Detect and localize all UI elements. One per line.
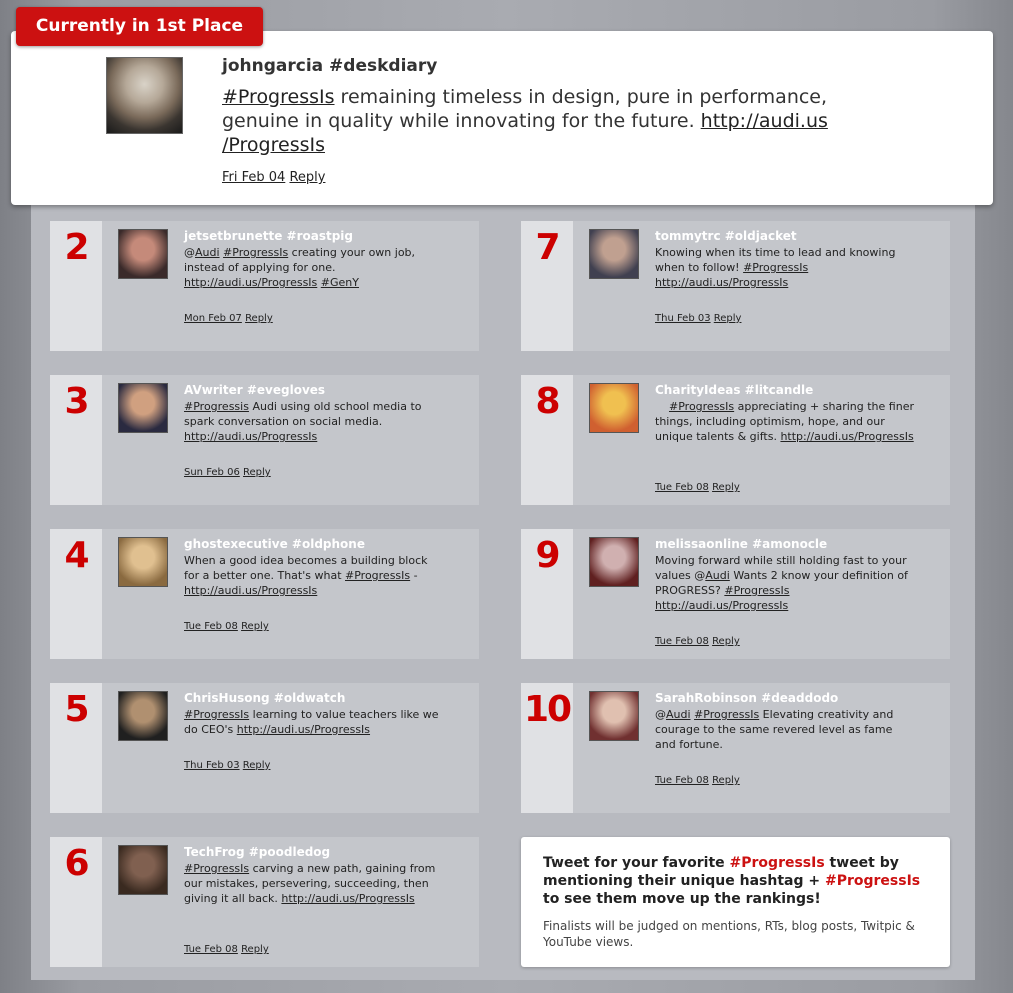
- rank-number: 9: [521, 529, 573, 659]
- tweet-text: [184, 245, 444, 290]
- tweet-link[interactable]: #ProgressIs: [223, 246, 289, 259]
- tweet-link[interactable]: #ProgressIs: [345, 569, 411, 582]
- tweet-link[interactable]: http://audi.us/ProgressIs: [184, 584, 318, 597]
- cta-text-c: to see them move up the rankings!: [543, 891, 821, 907]
- tweet-link[interactable]: http://audi.us/ProgressIs: [655, 276, 789, 289]
- tweet-text-fragment: creating your own job, instead of applying for one.: [184, 246, 416, 274]
- reply-link[interactable]: Reply: [245, 313, 273, 324]
- tweet-text: [655, 553, 915, 613]
- tweet-link[interactable]: #Progressis: [184, 400, 249, 413]
- tweet-meta: [184, 467, 271, 478]
- tweet-date-link[interactable]: Thu Feb 03: [184, 760, 240, 771]
- user-name[interactable]: CharityIdeas #litcandle: [655, 383, 814, 397]
- tweet-text-fragment: Knowing when its time to lead and knowing when to follow!: [655, 246, 896, 274]
- user-avatar[interactable]: [118, 383, 168, 433]
- featured-user-name[interactable]: johngarcia #deskdiary: [222, 56, 438, 76]
- featured-tweet-text: [222, 85, 862, 157]
- tweet-text-fragment: [655, 400, 669, 413]
- cta-hashtag-2: #ProgressIs: [824, 873, 921, 889]
- tweet-date-link[interactable]: Tue Feb 08: [184, 621, 238, 632]
- user-avatar[interactable]: [118, 691, 168, 741]
- rank-number: 6: [50, 837, 102, 967]
- cta-text-b: tweet by mentioning their unique hashtag +: [543, 855, 899, 889]
- tweet-meta: [655, 636, 740, 647]
- first-place-badge: Currently in 1st Place: [16, 7, 263, 46]
- user-name[interactable]: ghostexecutive #oldphone: [184, 537, 365, 551]
- rank-number: 2: [50, 221, 102, 351]
- user-name[interactable]: jetsetbrunette #roastpig: [184, 229, 354, 243]
- featured-url-line1: http://audi.us: [700, 110, 828, 132]
- tweet-meta: [655, 313, 741, 324]
- reply-link[interactable]: Reply: [243, 467, 271, 478]
- tweet-text-fragment: @: [655, 708, 666, 721]
- tweet-text-fragment: @: [184, 246, 195, 259]
- tweet-link[interactable]: #ProgressIs: [184, 708, 250, 721]
- rank-number: 8: [521, 375, 573, 505]
- tweet-text: [184, 707, 444, 737]
- user-name[interactable]: AVwriter #evegloves: [184, 383, 326, 397]
- tweet-text-fragment: carving a new path, gaining from our mistakes, persevering, succeeding, then giving it all back.: [184, 862, 436, 905]
- user-avatar[interactable]: [118, 537, 168, 587]
- user-name[interactable]: SarahRobinson #deaddodo: [655, 691, 839, 705]
- tweet-date-link[interactable]: Mon Feb 07: [184, 313, 242, 324]
- tweet-text: [184, 399, 444, 444]
- reply-link[interactable]: Reply: [712, 636, 740, 647]
- user-avatar[interactable]: [118, 229, 168, 279]
- ranking-card: [50, 529, 479, 659]
- tweet-text-fragment: Moving forward while still holding fast to your values @: [655, 554, 907, 582]
- tweet-text: [184, 861, 444, 906]
- tweet-date-link[interactable]: Sun Feb 06: [184, 467, 240, 478]
- tweet-link[interactable]: http://audi.us/ProgressIs: [780, 430, 914, 443]
- tweet-meta: [184, 313, 273, 324]
- ranking-card: [521, 529, 950, 659]
- tweet-link[interactable]: http://audi.us/ProgressIs: [236, 723, 371, 736]
- tweet-text-fragment: Elevating creativity and courage to the same revered level as fame and fortune.: [655, 708, 894, 751]
- featured-date-link[interactable]: Fri Feb 04: [222, 170, 286, 185]
- tweet-date-link[interactable]: Tue Feb 08: [655, 775, 709, 786]
- rank-number: 3: [50, 375, 102, 505]
- rank-number: 5: [50, 683, 102, 813]
- reply-link[interactable]: Reply: [241, 621, 269, 632]
- tweet-text: [655, 707, 915, 752]
- tweet-link[interactable]: http://audi.us/ProgressIs: [184, 276, 318, 289]
- user-avatar[interactable]: [589, 691, 639, 741]
- ranking-card: [521, 375, 950, 505]
- ranking-card: [521, 683, 950, 813]
- cta-note: Finalists will be judged on mentions, RTs, blog posts, Twitpic & YouTube views.: [543, 919, 915, 949]
- ranking-card: [50, 221, 479, 351]
- cta-box: [521, 837, 950, 967]
- featured-tweet-body: remaining timeless in design, pure in performance, genuine in quality while innovating for the future.: [222, 86, 828, 132]
- tweet-text-fragment: appreciating + sharing the finer things, including optimism, hope, and our unique talents & gifts.: [655, 400, 914, 443]
- tweet-link[interactable]: #GenY: [320, 276, 359, 289]
- reply-link[interactable]: Reply: [712, 775, 740, 786]
- tweet-link[interactable]: #ProgressIs: [694, 708, 760, 721]
- featured-meta: [222, 170, 325, 185]
- tweet-meta: [184, 621, 269, 632]
- user-name[interactable]: melissaonline #amonocle: [655, 537, 828, 551]
- ranking-card: [50, 375, 479, 505]
- tweet-text-fragment: Audi using old school media to spark conversation on social media.: [184, 400, 422, 428]
- featured-reply-link[interactable]: Reply: [289, 170, 326, 185]
- tweet-text: [655, 399, 915, 444]
- tweet-date-link[interactable]: Tue Feb 08: [184, 944, 238, 955]
- tweet-text: [184, 553, 444, 598]
- reply-link[interactable]: Reply: [713, 313, 742, 324]
- ranking-card: [50, 683, 479, 813]
- tweet-text-fragment: learning to value teachers like we do CEO's: [184, 708, 439, 736]
- tweet-text-fragment: Wants 2 know your definition of PROGRESS?: [655, 569, 908, 597]
- tweet-link[interactable]: Audi: [195, 246, 220, 259]
- tweet-link[interactable]: http://audi.us/ProgressIs: [184, 430, 318, 443]
- tweet-date-link[interactable]: Tue Feb 08: [655, 482, 709, 493]
- ranking-card: [521, 221, 950, 351]
- user-avatar[interactable]: [118, 845, 168, 895]
- reply-link[interactable]: Reply: [712, 482, 740, 493]
- tweet-meta: [655, 482, 740, 493]
- user-avatar[interactable]: [589, 537, 639, 587]
- tweet-meta: [184, 760, 270, 771]
- tweet-text: [655, 245, 915, 290]
- tweet-link[interactable]: Audi: [705, 569, 730, 582]
- featured-hashtag-link[interactable]: #ProgressIs: [222, 86, 335, 108]
- featured-url-line2: /ProgressIs: [222, 134, 325, 156]
- reply-link[interactable]: Reply: [241, 944, 269, 955]
- user-name[interactable]: TechFrog #poodledog: [184, 845, 331, 859]
- tweet-date-link[interactable]: Tue Feb 08: [655, 636, 709, 647]
- cta-text-a: Tweet for your favorite: [543, 855, 730, 871]
- tweet-text-fragment: -: [410, 569, 418, 582]
- tweet-link[interactable]: http://audi.us/ProgressIs: [655, 599, 789, 612]
- tweet-text-fragment: When a good idea becomes a building block for a better one. That's what: [184, 554, 428, 582]
- tweet-meta: [184, 944, 269, 955]
- ranking-card: [50, 837, 479, 967]
- tweet-link[interactable]: #ProgressIs: [184, 862, 250, 875]
- tweet-date-link[interactable]: Thu Feb 03: [655, 313, 711, 324]
- rank-number: 10: [521, 683, 573, 813]
- tweet-link[interactable]: Audi: [666, 708, 691, 721]
- rank-number: 4: [50, 529, 102, 659]
- user-avatar[interactable]: [589, 229, 639, 279]
- tweet-link[interactable]: #ProgressIs: [669, 400, 735, 413]
- tweet-link[interactable]: #ProgressIs: [743, 261, 809, 274]
- cta-title: [543, 854, 938, 908]
- featured-avatar[interactable]: [106, 57, 183, 134]
- user-name[interactable]: tommytrc #oldjacket: [655, 229, 797, 243]
- reply-link[interactable]: Reply: [242, 760, 271, 771]
- user-name[interactable]: ChrisHusong #oldwatch: [184, 691, 346, 705]
- tweet-link[interactable]: http://audi.us/ProgressIs: [281, 892, 415, 905]
- tweet-link[interactable]: #ProgressIs: [724, 584, 790, 597]
- tweet-meta: [655, 775, 740, 786]
- user-avatar[interactable]: [589, 383, 639, 433]
- featured-tweet-card: [11, 31, 993, 205]
- cta-hashtag: #ProgressIs: [729, 855, 825, 871]
- rank-number: 7: [521, 221, 573, 351]
